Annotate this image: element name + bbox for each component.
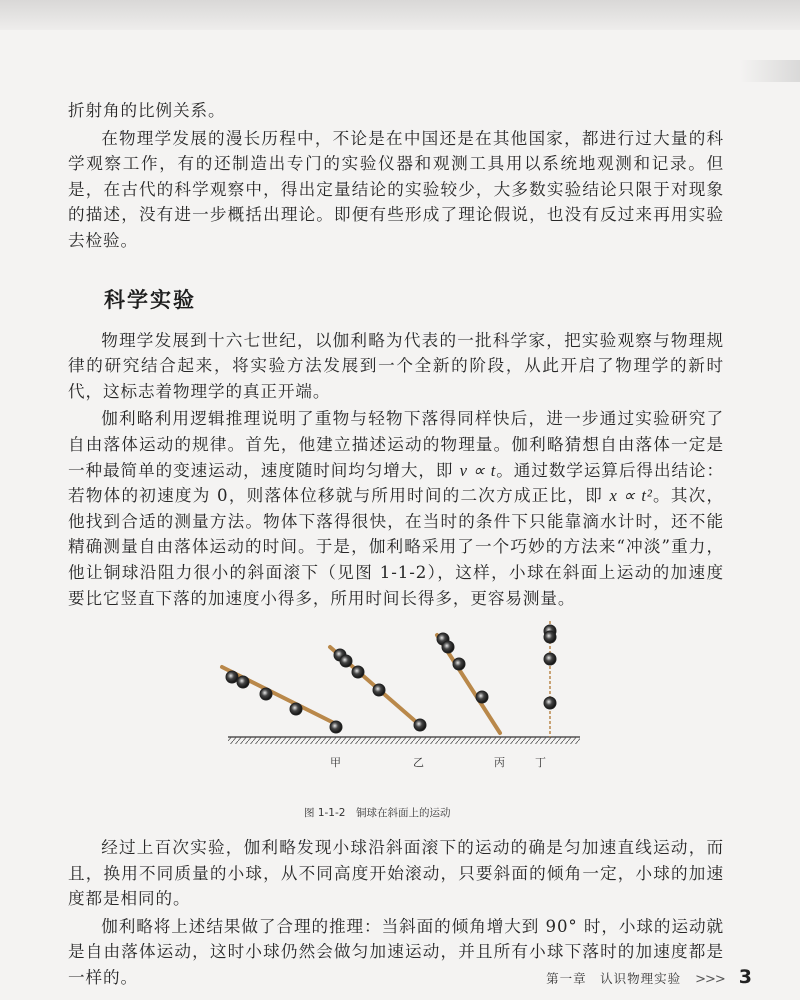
ball <box>544 653 556 665</box>
figure-label-bing: 丙 <box>494 756 505 770</box>
ball <box>544 631 556 643</box>
ball <box>237 676 249 688</box>
incline-plank-a <box>222 667 340 726</box>
figure-label-jia: 甲 <box>330 756 341 770</box>
ball <box>442 641 454 653</box>
ball <box>414 719 426 731</box>
text-run: 。通过数学运算后得出结论：若物体的初速度为 0，则落体位移就与所用时间的二次方成正比，即 <box>68 460 724 506</box>
bleed-through-header <box>740 60 800 82</box>
ball <box>453 658 465 670</box>
figure-label-ding: 丁 <box>535 756 546 770</box>
ball <box>476 691 488 703</box>
page-top-shadow <box>0 0 800 30</box>
paragraph-free-fall <box>68 406 724 611</box>
ground-hatching <box>228 737 580 744</box>
ball <box>290 703 302 715</box>
ball <box>340 655 352 667</box>
figure-label-yi: 乙 <box>413 756 424 770</box>
text-run: 伽利略利用逻辑推理说明了重物与轻物下落得同样快后，进一步通过实验研究了自由落体运动的规律。首先，他建立描述运动的物理量。伽利略猜想自由落体一定是一种最简单的变速运动，速度随时间均匀增大，即 <box>68 409 724 480</box>
text-run: 。其次，他找到合适的测量方法。物体下落得很快，在当时的条件下只能靠滴水计时，还不能精确测量自由落体运动的时间。于是，伽利略采用了一个巧妙的方法来“冲淡”重力，他让铜球沿阻力很小的斜面滚下（见图 1-1-2），这样，小球在斜面上运动的加速度要比它竖直下落的加速度小得多，所用时间长得多，更容易测量。 <box>68 486 724 608</box>
ball <box>373 684 385 696</box>
balls-plane-a <box>226 671 342 733</box>
page-body <box>68 98 724 991</box>
balls-plane-c <box>437 633 488 703</box>
paragraph-observation: 在物理学发展的漫长历程中，不论是在中国还是在其他国家，都进行过大量的科学观察工作，有的还制造出专门的实验仪器和观测工具用以系统地观测和记录。但是，在古代的科学观察中，得出定量结论的实验较少，大多数实验结论只限于对现象的描述，没有进一步概括出理论。即便有些形成了理论假说，也没有反过来再用实验去检验。 <box>68 128 724 250</box>
ball <box>330 721 342 733</box>
section-heading: 科学实验 <box>104 287 196 312</box>
ball <box>544 697 556 709</box>
paragraph-fragment: 折射角的比例关系。 <box>68 101 226 120</box>
footer-chapter: 第一章 认识物理实验 <box>546 971 682 986</box>
ball <box>226 671 238 683</box>
ball <box>260 688 272 700</box>
figure-inclined-planes <box>68 615 724 835</box>
ball <box>352 666 364 678</box>
footer-arrows-icon: >>> <box>695 972 725 987</box>
formula-x-t2: x ∝ t² <box>609 486 653 506</box>
figure-caption: 图 1-1-2 铜球在斜面上的运动 <box>304 807 451 820</box>
page-number: 3 <box>738 966 752 988</box>
paragraph-experiment-result: 经过上百次实验，伽利略发现小球沿斜面滚下的运动的确是匀加速直线运动，而且，换用不同质量的小球，从不同高度开始滚动，只要斜面的倾角一定，小球的加速度都是相同的。 <box>68 838 724 909</box>
page-footer <box>546 966 752 988</box>
inclined-plane-diagram <box>68 615 724 835</box>
paragraph-inference: 伽利略将上述结果做了合理的推理：当斜面的倾角增大到 90° 时，小球的运动就是自由落体运动，这时小球仍然会做匀加速运动，并且所有小球下落时的加速度都是一样的。 <box>68 916 724 988</box>
formula-v-t: v ∝ t <box>459 460 497 480</box>
paragraph-galileo-era: 物理学发展到十六七世纪，以伽利略为代表的一批科学家，把实验观察与物理规律的研究结合起来，将实验方法发展到一个全新的阶段，从此开启了物理学的新时代，这标志着物理学的真正开端。 <box>68 330 724 401</box>
